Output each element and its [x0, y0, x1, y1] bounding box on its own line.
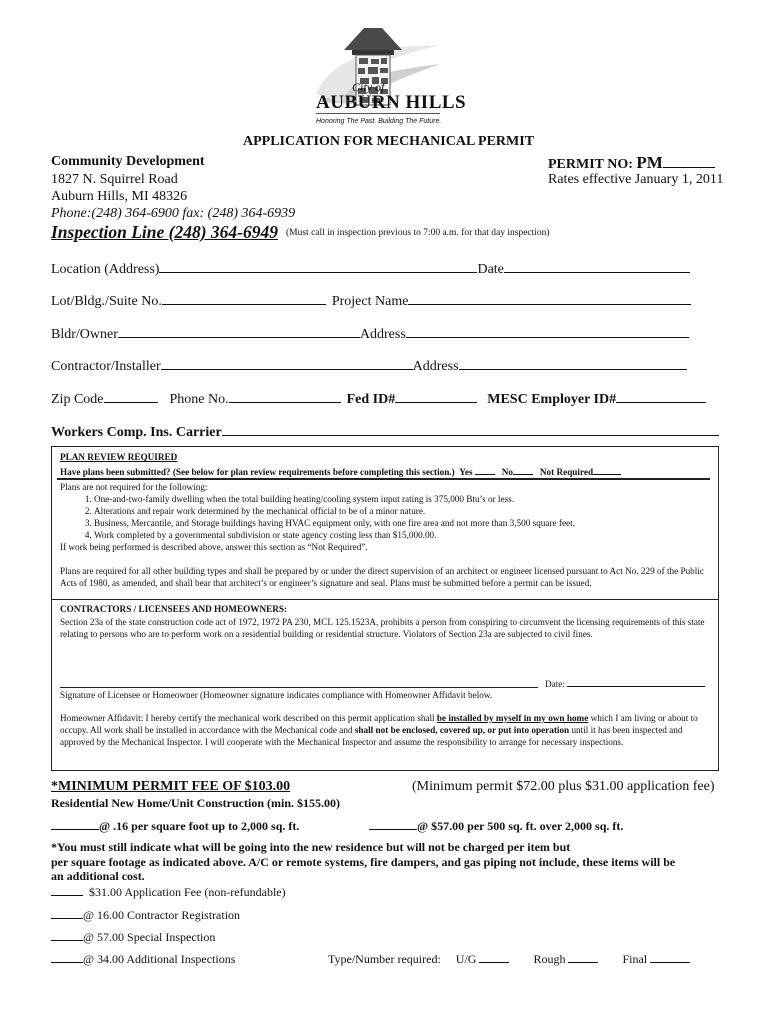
logo-city-name: AUBURN HILLS [316, 92, 467, 113]
sqft-1-input[interactable] [51, 818, 99, 830]
minimum-fee-note: (Minimum permit $72.00 plus $31.00 application fee) [412, 779, 715, 794]
workers-row [51, 421, 719, 441]
list-item: 2. Alterations and repair work determined by the mechanical official to be of a minor nature. [94, 505, 712, 517]
mesc-input[interactable] [616, 388, 706, 403]
signature-line[interactable] [60, 687, 538, 688]
sqft-rate-2: @ $57.00 per 500 sq. ft. over 2,000 sq. ft. [369, 818, 623, 834]
dept-name: Community Development [51, 154, 205, 169]
final-input[interactable] [650, 951, 690, 963]
ug-input[interactable] [479, 951, 509, 963]
sqft-rate-1: @ .16 per square foot up to 2,000 sq. ft. [51, 818, 299, 834]
fed-label: Fed ID# [346, 392, 396, 407]
minimum-fee: *MINIMUM PERMIT FEE OF $103.00 [51, 779, 291, 794]
phone-input[interactable] [229, 388, 341, 403]
residential-heading: Residential New Home/Unit Construction (min. $155.00) [51, 796, 340, 810]
additional-row: @ 34.00 Additional Inspections [51, 951, 235, 967]
plans-yes-input[interactable] [475, 465, 495, 475]
rates-effective: Rates effective January 1, 2011 [548, 172, 724, 187]
must-indicate-1: *You must still indicate what will be going into the new residence but will not be charged per item but [51, 840, 571, 854]
signature-date: Date: [545, 677, 705, 690]
permit-prefix: PM [636, 153, 663, 172]
office-address2: Auburn Hills, MI 48326 [51, 189, 188, 204]
list-item: 1. One-and-two-family dwelling when the total building heating/cooling system input rating is 375,000 Btu’s or less. [94, 493, 712, 505]
office-address1: 1827 N. Squirrel Road [51, 172, 178, 187]
must-indicate-3: an additional cost. [51, 869, 145, 883]
project-label: Project Name [331, 294, 409, 309]
bldr-input[interactable] [118, 323, 360, 338]
lot-input[interactable] [162, 290, 326, 305]
special-row: @ 57.00 Special Inspection [51, 929, 215, 945]
contractor-input[interactable] [161, 355, 413, 370]
date-label: Date [477, 262, 504, 277]
location-label: Location (Address) [51, 262, 160, 277]
additional-input[interactable] [51, 951, 83, 963]
bldr-row [51, 323, 689, 343]
must-indicate-2: per square footage as indicated above. A/C or remote systems, fire dampers, and gas piping not include, these items will be [51, 855, 676, 869]
zip-input[interactable] [104, 388, 158, 403]
app-fee-input[interactable] [51, 884, 83, 896]
location-input[interactable] [159, 258, 477, 273]
plans-no-input[interactable] [513, 465, 533, 475]
contractors-heading: CONTRACTORS / LICENSEES AND HOMEOWNERS: [60, 604, 288, 614]
app-fee-row: $31.00 Application Fee (non-refundable) [51, 884, 286, 900]
if-work-note: If work being performed is described above, answer this section as “Not Required”. [60, 542, 368, 552]
contractor-address-label: Address [412, 359, 459, 374]
lot-row [51, 290, 691, 310]
permit-number-field[interactable] [663, 153, 715, 168]
fed-input[interactable] [395, 388, 477, 403]
plan-exemptions-list [60, 493, 712, 541]
contractor-reg-input[interactable] [51, 907, 83, 919]
page-title: APPLICATION FOR MECHANICAL PERMIT [243, 134, 535, 149]
workers-label: Workers Comp. Ins. Carrier [51, 425, 222, 440]
rough-input[interactable] [568, 951, 598, 963]
inspection-line: Inspection Line (248) 364-6949 [51, 222, 279, 242]
plan-review-question: Have plans been submitted? (See below for plan review requirements before completing this section.) Yes No Not Required [60, 465, 621, 477]
sqft-2-input[interactable] [369, 818, 417, 830]
signature-date-input[interactable] [567, 677, 705, 687]
inspection-note: (Must call in inspection previous to 7:00 a.m. for that day inspection) [286, 228, 550, 238]
logo-city-of: City of [352, 80, 385, 94]
bldr-label: Bldr/Owner [51, 327, 118, 342]
contractor-row [51, 355, 687, 375]
plan-review-body: Plans are not required for the following: 1. One-and-two-family dwelling when the total building heating/cooling system input rating is 375,000 Btu’s or less. 2. Alterations and repair work determined by the mechanical official to be of a minor nature. 3. Business, Mercantile, and Storage buildings having HVAC equipment only, with one fire area and not more than 3,500 square feet. 4. Work completed by a governmental subdivision or state agency costing less than $15,000.00. If work being performed is described above, answer this section as “Not Required”. Plans are required for all other building types and shall be prepared by or under the direct supervision of an architect or engineer licensed pursuant to Act No. 229 of the Public Acts of 1980, as amended, and shall bear that architect’s or engineer’s signature and seal. Plans must be submitted before a permit can be issued. [60, 481, 712, 589]
logo-tagline: Honoring The Past. Building The Future. [316, 118, 442, 125]
contractor-label: Contractor/Installer [51, 359, 161, 374]
list-item: 4. Work completed by a governmental subdivision or state agency costing less than $15,000.00. [94, 529, 712, 541]
bldr-address-label: Address [359, 327, 406, 342]
lot-label: Lot/Bldg./Suite No. [51, 294, 162, 309]
plan-review-heading: PLAN REVIEW REQUIRED [60, 452, 178, 462]
location-row [51, 258, 690, 278]
mesc-label: MESC Employer ID# [487, 392, 617, 407]
signature-caption: Signature of Licensee or Homeowner (Homeowner signature indicates compliance with Homeowner Affidavit below. [60, 690, 493, 700]
special-input[interactable] [51, 929, 83, 941]
homeowner-affidavit: Homeowner Affidavit: I hereby certify the mechanical work described on this permit application shall be installed by myself in my own home which I am living or about to occupy. All work shall be installed in accordance with the Mechanical code and shall not be enclosed, covered up, or put into operation until it has been inspected and approved by the Mechanical Inspector. I will cooperate with the Mechanical Inspector and assume the responsibility to arrange for necessary inspections. [60, 713, 698, 747]
permit-label: PERMIT NO: [548, 157, 637, 172]
list-item: 3. Business, Mercantile, and Storage buildings having HVAC equipment only, with one fire area and not more than 3,500 square feet. [94, 517, 712, 529]
permit-number [548, 153, 715, 173]
project-input[interactable] [408, 290, 691, 305]
workers-input[interactable] [222, 421, 719, 436]
plans-not-required-input[interactable] [593, 465, 621, 475]
contractors-text: Section 23a of the state construction code act of 1972, 1972 PA 230, MCL 125.1523A, prohibits a person from conspiring to circumvent the licensing requirements of this state relating to persons who are to perform work on a residential building or residential structure. Violators of Section 23a are subjected to civil fines. [60, 617, 705, 639]
plans-required-text: Plans are required for all other building types and shall be prepared by or under the direct supervision of an architect or engineer licensed pursuant to Act No. 229 of the Public Acts of 1980, as amended, and shall bear that architect’s or engineer’s signature and seal. Plans must be submitted before a permit can be issued. [60, 566, 704, 588]
contractor-address-input[interactable] [459, 355, 687, 370]
bldr-address-input[interactable] [406, 323, 689, 338]
date-input[interactable] [504, 258, 690, 273]
zip-row [51, 388, 706, 408]
contractor-reg-row: @ 16.00 Contractor Registration [51, 907, 240, 923]
zip-label: Zip Code [51, 392, 104, 407]
phone-label: Phone No. [169, 392, 229, 407]
office-phone: Phone:(248) 364-6900 fax: (248) 364-6939 [51, 206, 296, 221]
type-number-row: Type/Number required: U/G Rough Final [328, 951, 690, 967]
